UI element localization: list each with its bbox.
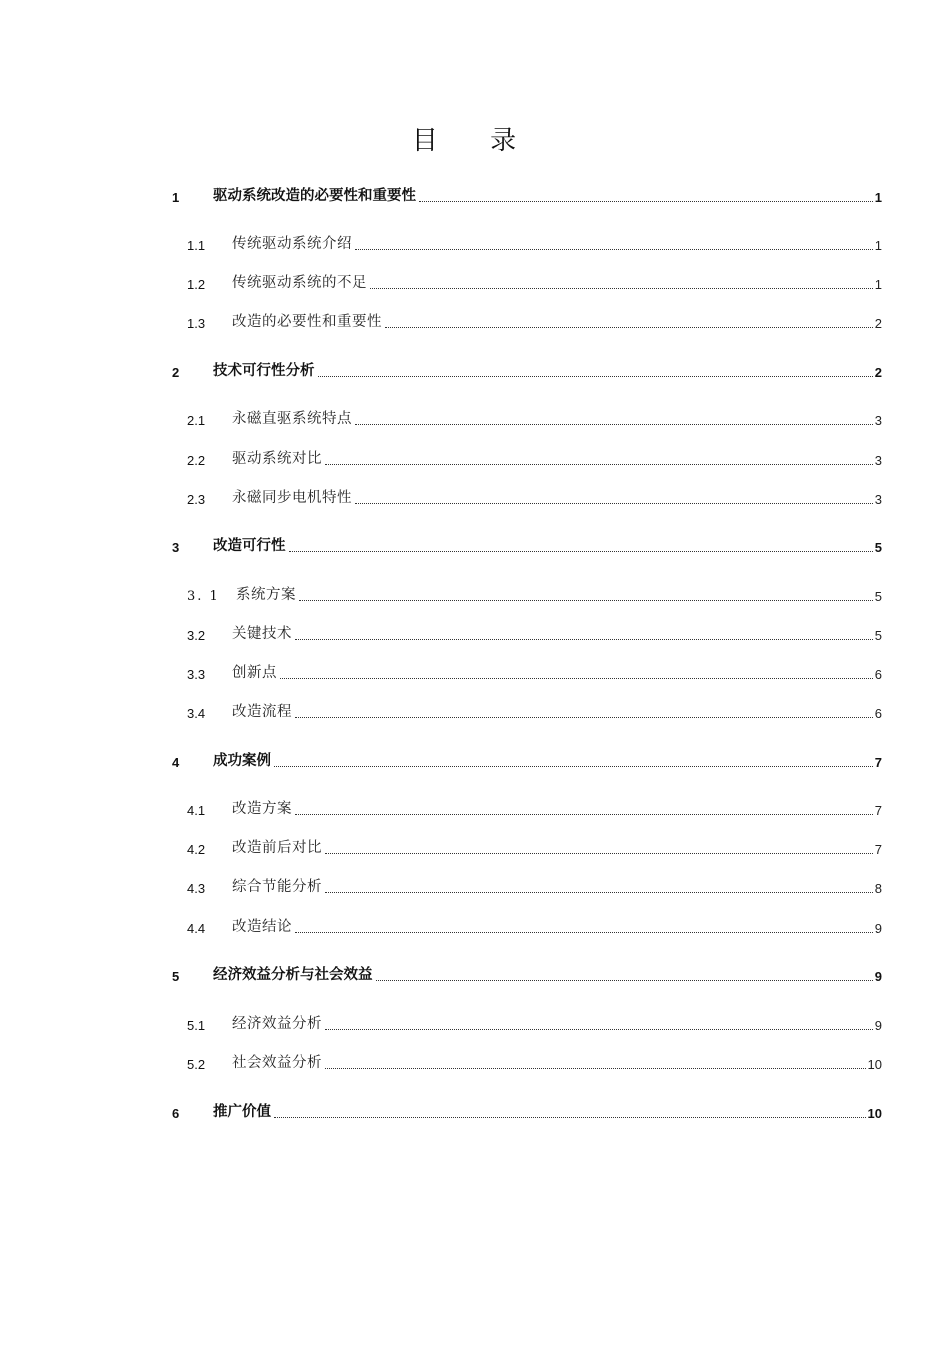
- toc-entry-number: 4.2: [187, 842, 206, 857]
- toc-entry-number: 5.2: [187, 1057, 206, 1072]
- toc-entry-page: 1: [874, 277, 882, 292]
- toc-entry-number: 2.3: [187, 492, 206, 507]
- toc-entry-number: 4: [172, 755, 180, 770]
- toc-entry-label: 驱动系统改造的必要性和重要性: [213, 188, 416, 204]
- toc-entry-2-3[interactable]: [0, 485, 950, 507]
- toc-entry-3-4[interactable]: [0, 699, 950, 721]
- toc-entry-page: 3: [874, 413, 882, 428]
- toc-entry-label: 经济效益分析: [232, 1016, 322, 1032]
- dot-leader: [299, 599, 873, 601]
- toc-entry-page: 7: [874, 803, 882, 818]
- dot-leader: [325, 1028, 873, 1030]
- toc-entry-page: 1: [874, 238, 882, 253]
- toc-entry-label: 改造方案: [232, 801, 292, 817]
- dot-leader: [274, 765, 873, 767]
- dot-leader: [325, 852, 873, 854]
- toc-entry-3-1[interactable]: [0, 582, 950, 604]
- dot-leader: [355, 248, 873, 250]
- toc-entry-page: 9: [874, 1018, 882, 1033]
- toc-entry-label: 驱动系统对比: [232, 451, 322, 467]
- dot-leader: [295, 716, 873, 718]
- dot-leader: [295, 638, 873, 640]
- toc-entry-label: 改造的必要性和重要性: [232, 314, 382, 330]
- toc-entry-number: 1: [172, 190, 180, 205]
- toc-entry-1-2[interactable]: [0, 270, 950, 292]
- toc-entry-label: 社会效益分析: [232, 1055, 322, 1071]
- toc-entry-number: 3. 1: [187, 589, 220, 604]
- dot-leader: [280, 677, 873, 679]
- toc-entry-page: 9: [874, 921, 882, 936]
- toc-entry-label: 经济效益分析与社会效益: [213, 967, 373, 983]
- toc-entry-page: 1: [874, 190, 882, 205]
- toc-entry-number: 5.1: [187, 1018, 206, 1033]
- toc-entry-label: 改造可行性: [213, 538, 286, 554]
- dot-leader: [370, 287, 873, 289]
- dot-leader: [385, 326, 873, 328]
- toc-entry-page: 3: [874, 492, 882, 507]
- dot-leader: [295, 931, 873, 933]
- toc-entry-number: 3: [172, 540, 180, 555]
- toc-entry-label: 综合节能分析: [232, 879, 322, 895]
- toc-entry-3[interactable]: [0, 533, 950, 555]
- toc-entry-1[interactable]: [0, 183, 950, 205]
- toc-entry-number: 4.1: [187, 803, 206, 818]
- toc-entry-label: 改造流程: [232, 704, 292, 720]
- toc-entry-3-2[interactable]: [0, 621, 950, 643]
- toc-entry-number: 5: [172, 969, 180, 984]
- dot-leader: [318, 375, 873, 377]
- toc-entry-number: 1.1: [187, 238, 206, 253]
- toc-entry-number: 1.2: [187, 277, 206, 292]
- toc-entry-page: 5: [874, 540, 882, 555]
- toc-entry-4[interactable]: [0, 748, 950, 770]
- toc-entry-label: 改造结论: [232, 919, 292, 935]
- dot-leader: [325, 1067, 866, 1069]
- toc-entry-page: 2: [874, 316, 882, 331]
- toc-entry-5[interactable]: [0, 962, 950, 984]
- toc-entry-2-1[interactable]: [0, 406, 950, 428]
- dot-leader: [419, 200, 873, 202]
- toc-entry-page: 9: [874, 969, 882, 984]
- toc-entry-page: 3: [874, 453, 882, 468]
- toc-entry-number: 6: [172, 1106, 180, 1121]
- toc-entry-label: 改造前后对比: [232, 840, 322, 856]
- toc-entry-label: 传统驱动系统的不足: [232, 275, 367, 291]
- toc-entry-6[interactable]: [0, 1099, 950, 1121]
- toc-entry-label: 推广价值: [213, 1104, 271, 1120]
- toc-entry-number: 3.2: [187, 628, 206, 643]
- toc-entry-page: 5: [874, 589, 882, 604]
- toc-entry-label: 关键技术: [232, 626, 292, 642]
- dot-leader: [355, 502, 873, 504]
- toc-entry-page: 6: [874, 667, 882, 682]
- toc-entry-page: 7: [874, 755, 882, 770]
- dot-leader: [325, 891, 873, 893]
- toc-entry-page: 2: [874, 365, 882, 380]
- dot-leader: [376, 979, 873, 981]
- toc-entry-label: 创新点: [232, 665, 277, 681]
- toc-entry-5-1[interactable]: [0, 1011, 950, 1033]
- toc-entry-number: 2.1: [187, 413, 206, 428]
- toc-entry-4-3[interactable]: [0, 874, 950, 896]
- toc-entry-label: 永磁同步电机特性: [232, 490, 352, 506]
- toc-entry-number: 3.4: [187, 706, 206, 721]
- toc-entry-label: 传统驱动系统介绍: [232, 236, 352, 252]
- toc-entry-label: 成功案例: [213, 753, 271, 769]
- toc-entry-2[interactable]: [0, 358, 950, 380]
- toc-entry-label: 技术可行性分析: [213, 363, 315, 379]
- toc-entry-label: 永磁直驱系统特点: [232, 411, 352, 427]
- dot-leader: [355, 423, 873, 425]
- toc-entry-page: 10: [867, 1057, 882, 1072]
- toc-entry-5-2[interactable]: [0, 1050, 950, 1072]
- dot-leader: [295, 813, 873, 815]
- toc-entry-3-3[interactable]: [0, 660, 950, 682]
- toc-entry-1-1[interactable]: [0, 231, 950, 253]
- dot-leader: [325, 463, 873, 465]
- toc-entry-4-4[interactable]: [0, 914, 950, 936]
- toc-entry-page: 6: [874, 706, 882, 721]
- toc-entry-label: 系统方案: [236, 587, 296, 603]
- toc-entry-4-2[interactable]: [0, 835, 950, 857]
- toc-entry-page: 7: [874, 842, 882, 857]
- toc-entry-number: 2: [172, 365, 180, 380]
- dot-leader: [274, 1116, 866, 1118]
- toc-entry-page: 8: [874, 881, 882, 896]
- toc-entry-page: 5: [874, 628, 882, 643]
- toc-entry-1-3[interactable]: [0, 309, 950, 331]
- toc-entry-number: 4.4: [187, 921, 206, 936]
- toc-entry-number: 3.3: [187, 667, 206, 682]
- toc-entry-number: 4.3: [187, 881, 206, 896]
- toc-entry-number: 1.3: [187, 316, 206, 331]
- toc-title: 目 录: [411, 126, 539, 156]
- toc-entry-4-1[interactable]: [0, 796, 950, 818]
- toc-entry-number: 2.2: [187, 453, 206, 468]
- dot-leader: [289, 550, 873, 552]
- toc-entry-2-2[interactable]: [0, 446, 950, 468]
- toc-entry-page: 10: [867, 1106, 882, 1121]
